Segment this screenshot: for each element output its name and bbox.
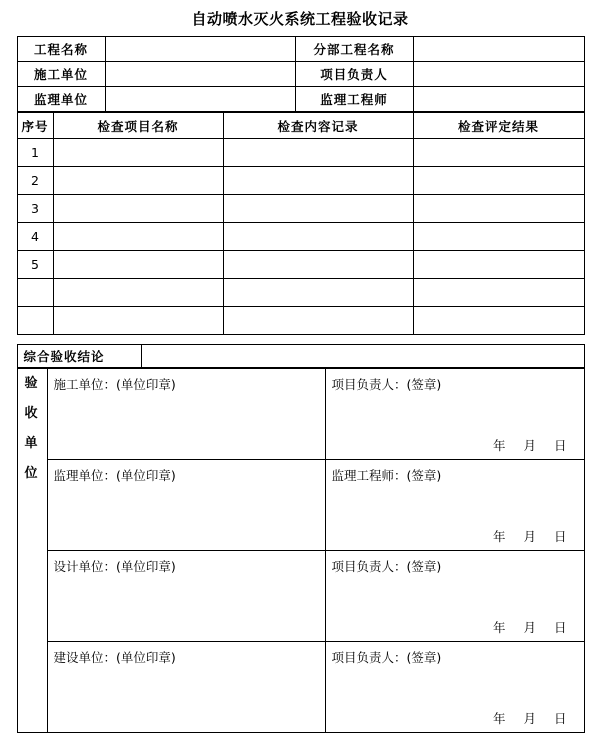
vertical-char-3: 单: [24, 436, 40, 451]
row-no: 1: [17, 139, 53, 167]
label-supervision-unit: 监理单位: [17, 87, 105, 112]
cell-result[interactable]: [413, 167, 584, 195]
table-row: [17, 139, 584, 167]
col-header-item-name: 检查项目名称: [53, 113, 223, 139]
date-line: [484, 709, 576, 727]
label-project-manager: 项目负责人: [295, 62, 413, 87]
cell-result[interactable]: [413, 279, 584, 307]
table-row: [17, 251, 584, 279]
col-header-no: 序号: [17, 113, 53, 139]
cell-result[interactable]: [413, 139, 584, 167]
cell-result[interactable]: [413, 251, 584, 279]
signature-cell-supervision-engineer[interactable]: [325, 460, 584, 551]
label-supervision-engineer: 监理工程师: [295, 87, 413, 112]
table-header-row: [17, 113, 584, 139]
page-title: 自动喷水灭火系统工程验收记录: [191, 10, 409, 28]
date-month-label: 月: [523, 711, 536, 726]
date-month-label: 月: [523, 529, 536, 544]
table-row: [17, 195, 584, 223]
row-no: [17, 307, 53, 335]
signature-cell-supervision-unit[interactable]: [47, 460, 325, 551]
vertical-char-4: 位: [24, 466, 40, 481]
cell-content[interactable]: [223, 279, 413, 307]
signature-label: 项目负责人：(签章): [331, 650, 442, 665]
table-row: [17, 223, 584, 251]
form-sheet: [17, 36, 584, 733]
signature-cell-owner-project-manager[interactable]: [325, 642, 584, 733]
acceptance-table: [17, 368, 585, 733]
signature-label: 监理单位：(单位印章): [53, 468, 176, 483]
row-no: 3: [17, 195, 53, 223]
table-row: [17, 279, 584, 307]
row-no: 4: [17, 223, 53, 251]
date-year-label: 年: [492, 711, 506, 726]
signature-label: 项目负责人：(签章): [331, 559, 442, 574]
cell-content[interactable]: [223, 195, 413, 223]
cell-content[interactable]: [223, 167, 413, 195]
cell-result[interactable]: [413, 307, 584, 335]
signature-label: 监理工程师：(签章): [331, 468, 442, 483]
cell-content[interactable]: [223, 251, 413, 279]
vertical-char-2: 收: [24, 406, 40, 421]
label-project-name: 工程名称: [17, 37, 105, 62]
field-project-manager[interactable]: [413, 62, 584, 87]
table-row: [17, 37, 584, 62]
inspection-table: [17, 112, 585, 335]
vertical-char-1: 验: [24, 376, 40, 391]
date-month-label: 月: [523, 438, 536, 453]
row-no: 5: [17, 251, 53, 279]
date-day-label: 日: [553, 620, 567, 635]
cell-item-name[interactable]: [53, 307, 223, 335]
date-line: [484, 527, 576, 545]
signature-label: 建设单位：(单位印章): [53, 650, 176, 665]
field-supervision-engineer[interactable]: [413, 87, 584, 112]
signature-cell-construction-unit[interactable]: [47, 369, 325, 460]
date-year-label: 年: [492, 620, 506, 635]
signature-cell-design-unit[interactable]: [47, 551, 325, 642]
cell-item-name[interactable]: [53, 223, 223, 251]
table-row: [17, 369, 584, 460]
date-year-label: 年: [492, 529, 506, 544]
cell-item-name[interactable]: [53, 195, 223, 223]
signature-label: 设计单位：(单位印章): [53, 559, 176, 574]
field-project-name[interactable]: [105, 37, 295, 62]
table-row: [17, 345, 584, 368]
field-sub-project-name[interactable]: [413, 37, 584, 62]
table-row: [17, 642, 584, 733]
field-overall-conclusion[interactable]: [141, 345, 584, 368]
signature-label: 施工单位：(单位印章): [53, 377, 176, 392]
cell-item-name[interactable]: [53, 167, 223, 195]
label-construction-unit: 施工单位: [17, 62, 105, 87]
table-row: [17, 167, 584, 195]
conclusion-table: [17, 344, 585, 368]
date-day-label: 日: [553, 711, 567, 726]
date-month-label: 月: [523, 620, 536, 635]
signature-cell-owner-unit[interactable]: [47, 642, 325, 733]
cell-content[interactable]: [223, 307, 413, 335]
signature-cell-design-project-manager[interactable]: [325, 551, 584, 642]
row-no: [17, 279, 53, 307]
conclusion-block: [17, 344, 584, 368]
cell-content[interactable]: [223, 139, 413, 167]
cell-item-name[interactable]: [53, 139, 223, 167]
date-line: [484, 436, 576, 454]
field-supervision-unit[interactable]: [105, 87, 295, 112]
label-overall-conclusion: 综合验收结论: [17, 345, 141, 368]
signature-label: 项目负责人：(签章): [331, 377, 442, 392]
date-day-label: 日: [553, 529, 567, 544]
table-row: [17, 87, 584, 112]
table-row: [17, 551, 584, 642]
cell-content[interactable]: [223, 223, 413, 251]
cell-item-name[interactable]: [53, 279, 223, 307]
table-row: [17, 460, 584, 551]
col-header-content: 检查内容记录: [223, 113, 413, 139]
row-no: 2: [17, 167, 53, 195]
date-year-label: 年: [492, 438, 506, 453]
header-info-table: [17, 36, 585, 112]
date-line: [484, 618, 576, 636]
table-row: [17, 62, 584, 87]
field-construction-unit[interactable]: [105, 62, 295, 87]
date-day-label: 日: [553, 438, 567, 453]
label-sub-project-name: 分部工程名称: [295, 37, 413, 62]
cell-result[interactable]: [413, 223, 584, 251]
col-header-result: 检查评定结果: [413, 113, 584, 139]
cell-item-name[interactable]: [53, 251, 223, 279]
label-acceptance-units: [17, 369, 47, 733]
signature-cell-project-manager[interactable]: [325, 369, 584, 460]
table-row: [17, 307, 584, 335]
cell-result[interactable]: [413, 195, 584, 223]
